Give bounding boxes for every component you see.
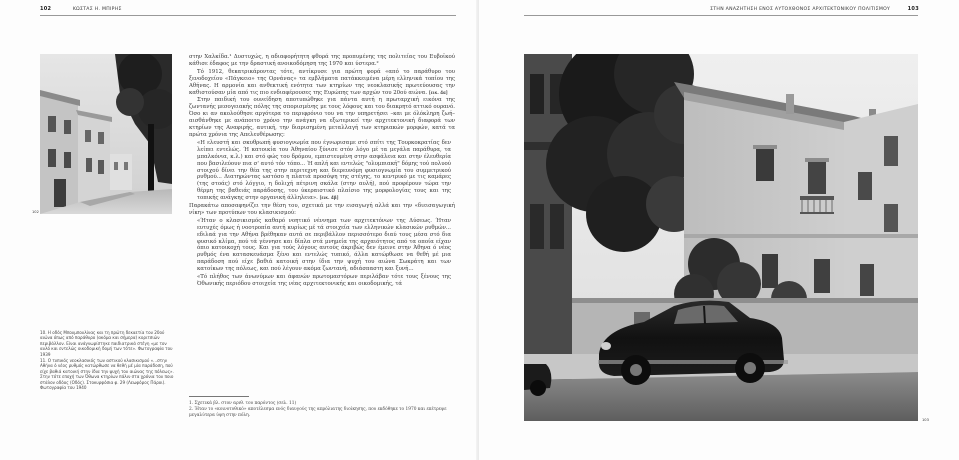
caption-11: 11. Ο τυπικός νεοκλασικός των αστικού κλασικισμού «...στην Αθήνα ό νέος ρυθμός κατώρθωσε να θεθή μέ μία παράδοση, πού είχε βαθιά κατοική στην ίδια την ψυχή του αιώνας της πόλεως». Στην τότε εποχή των Όθωνα κτηρίων πάλιν στα χρόνια του ποιο στάλον οδόος (Οδός). Στοκυρφόσια φ. 29 (Λεωφόρος Πάροι). Φωτογραφία του 1940 xyxy=(40,358,174,391)
house-car-photograph xyxy=(524,54,918,421)
right-header-rule xyxy=(524,15,918,16)
small-photo-number: 102 xyxy=(32,210,39,214)
left-running-header xyxy=(40,6,122,12)
footnote-2: 2. Ήταν το «κοινοτυθικό» αποτέλεσμα ενός διαυγούς της απρόλιατης διοίκησης, που εκδόθηκε το 1970 και επέτρεψε μεγαλύτερα ύψη στην πόλη. xyxy=(189,407,447,418)
caption-10 xyxy=(40,330,174,357)
left-page xyxy=(0,0,479,460)
right-page-number: 103 xyxy=(907,6,919,12)
quote-2: «Ήταν ο κλασικισμός καθαρό νοητικό νέννημα των αρχιτεκτόνων της Δύσεως. Ήταν ευτυχές όμως ή νοοτροπία αυτή κυρίως μέ τά στοιχεία των ελληνικών κλασικών ρυθμών... εδιλαά για την Αθήνα βρέθηκαν αυτά σε περιβάλλον περισσότερο διαύ τους μέσα στό δια φυσικό κλίμα, πού τά γέννησε και δίπλα στά μνημεία της αρχαιότητος από τα οποία είχαν όπιο κατοικοχή τους. Και για τούς λόγους αυτούς άκριβώς δεν έμεινε στην Άθηνα ό νέος ρυθμός ένα κατασκευάσμα ξένο και εντελώς τυπικό, άλλα κατώρθωσε να θεθή μέ μια παράδοση πού είχε βαθιά κατοική στην ίδια την ψυχή του αιώνα Σωκράτη και των κατοίκων της πόλεως, και πού λέγουν ακόμα ζωντανή, αδιάσπαστη και ξυνή... xyxy=(197,217,451,273)
street-photograph xyxy=(40,54,172,214)
paragraph-5: Παρακάτω αποσαφηνίζει την θέση του, σχετικά με την εισαγωγή αλλά και την «διεισαγωγική νίκη» των προτύπων του κλασικισμού: xyxy=(189,203,455,216)
paragraph-2-text: Τό 1912, θεκατρικάροντας τότε, αντίκρυσε για πρώτη φορά «από το παράθυρο του ξενοδοχείου «Πάγκειο» της Ορνάνας» τα εμβλήματα πατάκκειμένα μέρη ελληνικά τοπίου της Αθήνας. Η αρμονία και ανθεκτική ενότητα των κτηρίων της νεοκλασικής πρωτεύουσας την καθιστούσαν μία από τις πιο ενδιαφέρουσες της Ευρώπης των αρχών του 20ού αιώνα. xyxy=(189,68,455,96)
quote-3: «Τό πλήθος των άνωνύμων και άφανών πρωτομαστόρων περιλάβαν τότε τους ξένους της Όθωνικής περιόδου στοιχεία της νέας αρχιτεκτονικής και οικοδομικής, τά xyxy=(197,274,451,287)
paragraph-3: Στην παιδική του ουνείδηση αποτυπώθηκε για πάντα αυτή η πρωταρχική εικόνα της ζωντανής μεσογειακής πόλης της σπορισμένης με τους λόφους και του διακρητό αττικό ουρανό. Όσο κι αν ακολούθησε αργότερα το περιφρόνιο του να την υπηρετήσει –και με όλόκληρη ζωή– αισθάνθηκε με ανάποιτο χρόνο την ανάγκη να εξωτερικεί την αρχιτεκτονική διαφορά των κτηρίων της Αναφιρής, αυτική, την διαρισημένη μεταλλαγή των κτηριακών μορφών, κατά τα πρώτα χρόνια της Απελευθέρωσης: xyxy=(189,97,455,138)
left-header-rule xyxy=(40,15,456,16)
figure-ref-4a: [εικ. 4α] xyxy=(428,89,448,95)
neoclassical-house-image xyxy=(524,54,918,421)
big-photo-number: 103 xyxy=(922,418,929,422)
footnote-1: 1. Σχετικά βλ. στον αριθ. του παρόντος (σελ. 11) xyxy=(189,401,297,406)
footnote-rule xyxy=(189,396,249,397)
caption-10-text: 10. Η οδός Μπουμπουλίνας και τη πρώτη δεκαετία του 20ού αιώνα όπως από παράθυρο (ακόμα και σήμερα) κοριτσιών περιβάλλον. Είναι ανάγνωρίστηκε παιδιατρικά στέγη «με τον αυλό και εντελώς οικοδομική δομή των τότε». xyxy=(40,330,167,352)
photo-captions xyxy=(40,330,174,391)
right-running-header xyxy=(710,6,919,12)
quote-1-text: «Η ελευστή και σκυθρωπή φυσιογνωμία που έγνωρισαμε στό σπίτι της Τουρκοκρατίας δεν λείπει εντελώς. Ή κατοικία του Άθηναίου ξύνισε στόν λόγο μέ τα μεγάλα παράθυρα, τα μπαλκόνια, κ.λ.) και στό φώς του δρόμου, εμπιστευμένη στην ασφάλεια και στην έλευθερία που βασιλεύουν πια σ' αυτό τόν τόπο... Ή απλή και εντελώς "ολυμπιακή" δόμης τού πολυού στοιχού δίνει την θέα της στην περιτεχνη και διερευνόμη φυσιογνωμία του συμμετρικού ρυθμού... Διατηρώντας ωστόσο η πλατιά προσόψη της στέγης, το κεντρικό με τις καμάρες (της στοάς) στό λόγγιο, η δολιχή πέτρινη σκάλα (στην αυλή), πού προφέρουν τώρα την θέρμη της βαθειάς παράδοσης, του ύκεραιστικό πλαίσιο της μορφολογίας τους και της τοπικής ανάγκης στην οργανική άλληλεια». xyxy=(197,139,451,202)
main-body-text xyxy=(189,54,455,289)
figure-ref-4b: [εικ. 4β] xyxy=(319,195,339,201)
paragraph-2 xyxy=(189,69,455,97)
author-name: ΚΩΣΤΑΣ Η. ΜΠΙΡΗΣ xyxy=(72,7,122,12)
left-page-number: 102 xyxy=(40,6,52,12)
caption-10-photo-date: Φωτογραφία του 1939 xyxy=(40,346,173,357)
running-title: ΣΤΗΝ ΑΝΑΖΗΤΗΣΗ ΕΝΟΣ ΑΥΤΟΧΘΟΝΟΣ ΑΡΧΙΤΕΚΤΟΝΙΚΟΥ ΠΟΛΙΤΙΣΜΟΥ xyxy=(710,7,891,12)
quote-1 xyxy=(189,140,455,202)
paragraph-1: στην Χαλκίδα.¹ Δυστυχώς, η αδιαφορήτητη φθορά της προπυμένης της πολιτείας του Ευβοϊκού κάθισε έδαφος με την δραστική ανοικοδόμηση της 1970 και ύστερα.² xyxy=(189,54,455,67)
right-page xyxy=(479,0,959,460)
footnotes xyxy=(189,401,455,419)
street-scene-image xyxy=(40,54,172,214)
